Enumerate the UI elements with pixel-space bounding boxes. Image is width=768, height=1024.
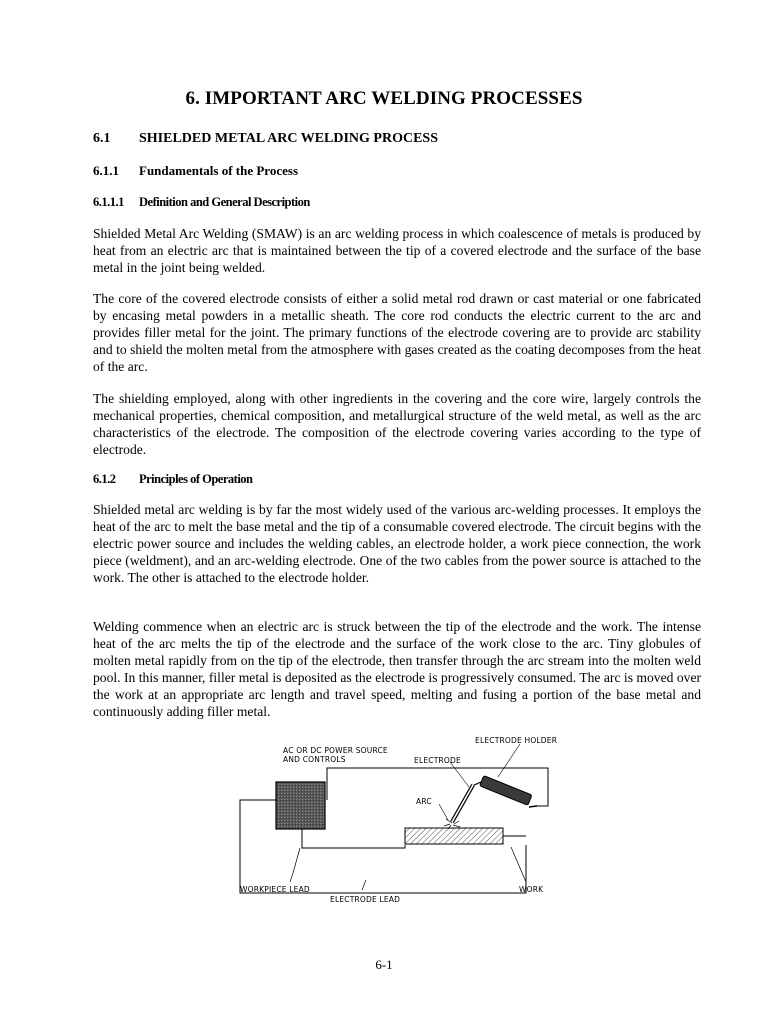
section-heading-6-1-1: [93, 163, 298, 179]
power-source-box: [276, 782, 325, 829]
section-title: Definition and General Description: [139, 195, 310, 209]
label-arc: ARC: [416, 797, 432, 806]
section-heading-6-1-2: [93, 472, 253, 487]
section-number: 6.1.2: [93, 472, 116, 486]
work-piece: [405, 828, 503, 844]
electrode-rod: [452, 785, 473, 822]
section-number: 6.1: [93, 131, 111, 146]
label-electrode-holder: ELECTRODE HOLDER: [475, 736, 558, 745]
label-electrode-lead: ELECTRODE LEAD: [330, 895, 401, 904]
paragraph-principles: Shielded metal arc welding is by far the most widely used of the various arc-welding processes. It employs the heat of the arc to melt the base metal and the tip of a consumable covered electrode. The circuit begins with the electric power source and includes the welding cables, an electrode holder, a work piece connection, the work piece (weldment), and an arc-welding electrode. One of the two cables from the power source is attached to the work. The other is attached to the electrode holder.: [93, 502, 701, 585]
page-number: 6-1: [375, 957, 393, 972]
section-number: 6.1.1.1: [93, 195, 124, 209]
section-heading-6-1-1-1: [93, 195, 310, 210]
section-title: Principles of Operation: [139, 472, 253, 486]
label-power-source-line2: AND CONTROLS: [283, 755, 346, 764]
paragraph-welding-commence: Welding commence when an electric arc is struck between the tip of the electrode and the work. The intense heat of the arc melts the tip of the electrode and the surface of the work close to the arc. Tiny globules of molten metal rapidly from on the tip of the electrode, then transfer through the arc stream into the molten weld pool. In this manner, filler metal is deposited as the electrode is progressively consumed. The arc is moved over the work at an appropriate arc length and travel speed, melting and fusing a portion of the base metal and continuously adding filler metal.: [93, 619, 701, 719]
chapter-title: 6. IMPORTANT ARC WELDING PROCESSES: [185, 88, 583, 109]
section-title: Fundamentals of the Process: [139, 163, 299, 178]
paragraph-electrode-core: The core of the covered electrode consists of either a solid metal rod drawn or cast material or one fabricated by encasing metal powders in a metallic sheath. The core rod conducts the electric current to the arc and provides filler metal for the joint. The primary functions of the electrode covering are to provide arc stability and to shield the molten metal from the atmosphere with gases created as the coating decomposes from the heat of the arc.: [93, 291, 701, 374]
section-number: 6.1.1: [93, 163, 119, 178]
label-work: WORK: [519, 885, 544, 894]
label-electrode: ELECTRODE: [414, 756, 461, 765]
paragraph-shielding: The shielding employed, along with other ingredients in the covering and the core wire, largely controls the mechanical properties, chemical composition, and metallurgical structure of the weld metal, as well as the arc characteristics of the electrode. The composition of the electrode covering varies according to the type of electrode.: [93, 391, 701, 457]
paragraph-smaw-definition: Shielded Metal Arc Welding (SMAW) is an arc welding process in which coalescence of metals is produced by heat from an electric arc that is maintained between the tip of a covered electrode and the surface of the base metal in the joint being welded.: [93, 226, 701, 275]
electrode-lead-wire-b: [302, 845, 405, 848]
section-heading-6-1: [93, 131, 438, 147]
electrode-holder: [472, 776, 537, 807]
label-power-source-line1: AC OR DC POWER SOURCE: [283, 746, 388, 755]
smaw-circuit-diagram: [230, 730, 570, 910]
section-title: SHIELDED METAL ARC WELDING PROCESS: [139, 131, 438, 146]
label-workpiece-lead: WORKPIECE LEAD: [240, 885, 310, 894]
